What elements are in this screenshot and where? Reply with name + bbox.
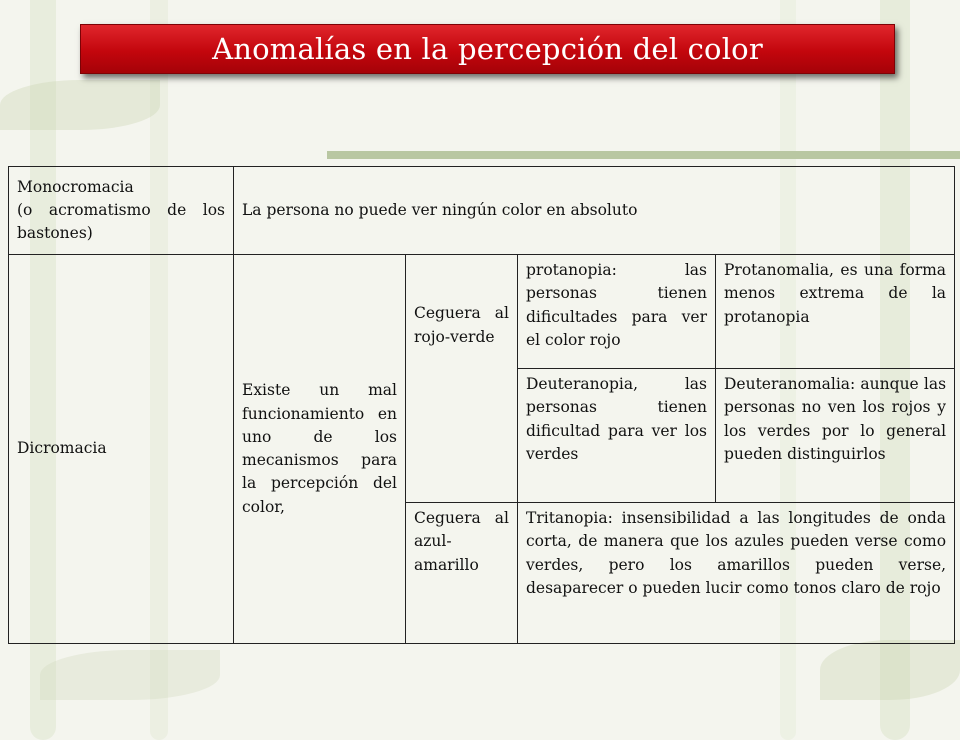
color-anomalies-table — [8, 166, 955, 644]
deuteranopia-cell: Deuteranopia, las personas tienen dificultad para ver los verdes — [518, 369, 716, 503]
accent-divider — [327, 151, 960, 159]
tritanopia-cell: Tritanopia: insensibilidad a las longitudes de onda corta, de manera que los azules pueden verse como verdes, pero los amarillos pueden verse, desaparecer o pueden lucir como tonos claro de rojo — [518, 503, 955, 644]
rojo-verde-label: Ceguera al rojo-verde — [406, 255, 518, 503]
dicromacia-label: Dicromacia — [9, 255, 234, 644]
title-banner — [80, 24, 895, 74]
monocromacia-description: La persona no puede ver ningún color en absoluto — [234, 167, 955, 255]
protanomalia-cell: Protanomalia, es una forma menos extrema de la protanopia — [716, 255, 955, 369]
dicromacia-description: Existe un mal funcionamiento en uno de los mecanismos para la percepción del color, — [234, 255, 406, 644]
monocromacia-label: Monocromacia (o acromatismo de los bastones) — [9, 167, 234, 255]
azul-amarillo-label: Ceguera al azul-amarillo — [406, 503, 518, 644]
table-row — [9, 167, 955, 255]
deuteranomalia-cell: Deuteranomalia: aunque las personas no ven los rojos y los verdes por lo general pueden distinguirlos — [716, 369, 955, 503]
table-row — [9, 255, 955, 369]
protanopia-cell: protanopia: las personas tienen dificultades para ver el color rojo — [518, 255, 716, 369]
page-title: Anomalías en la percepción del color — [212, 32, 763, 66]
